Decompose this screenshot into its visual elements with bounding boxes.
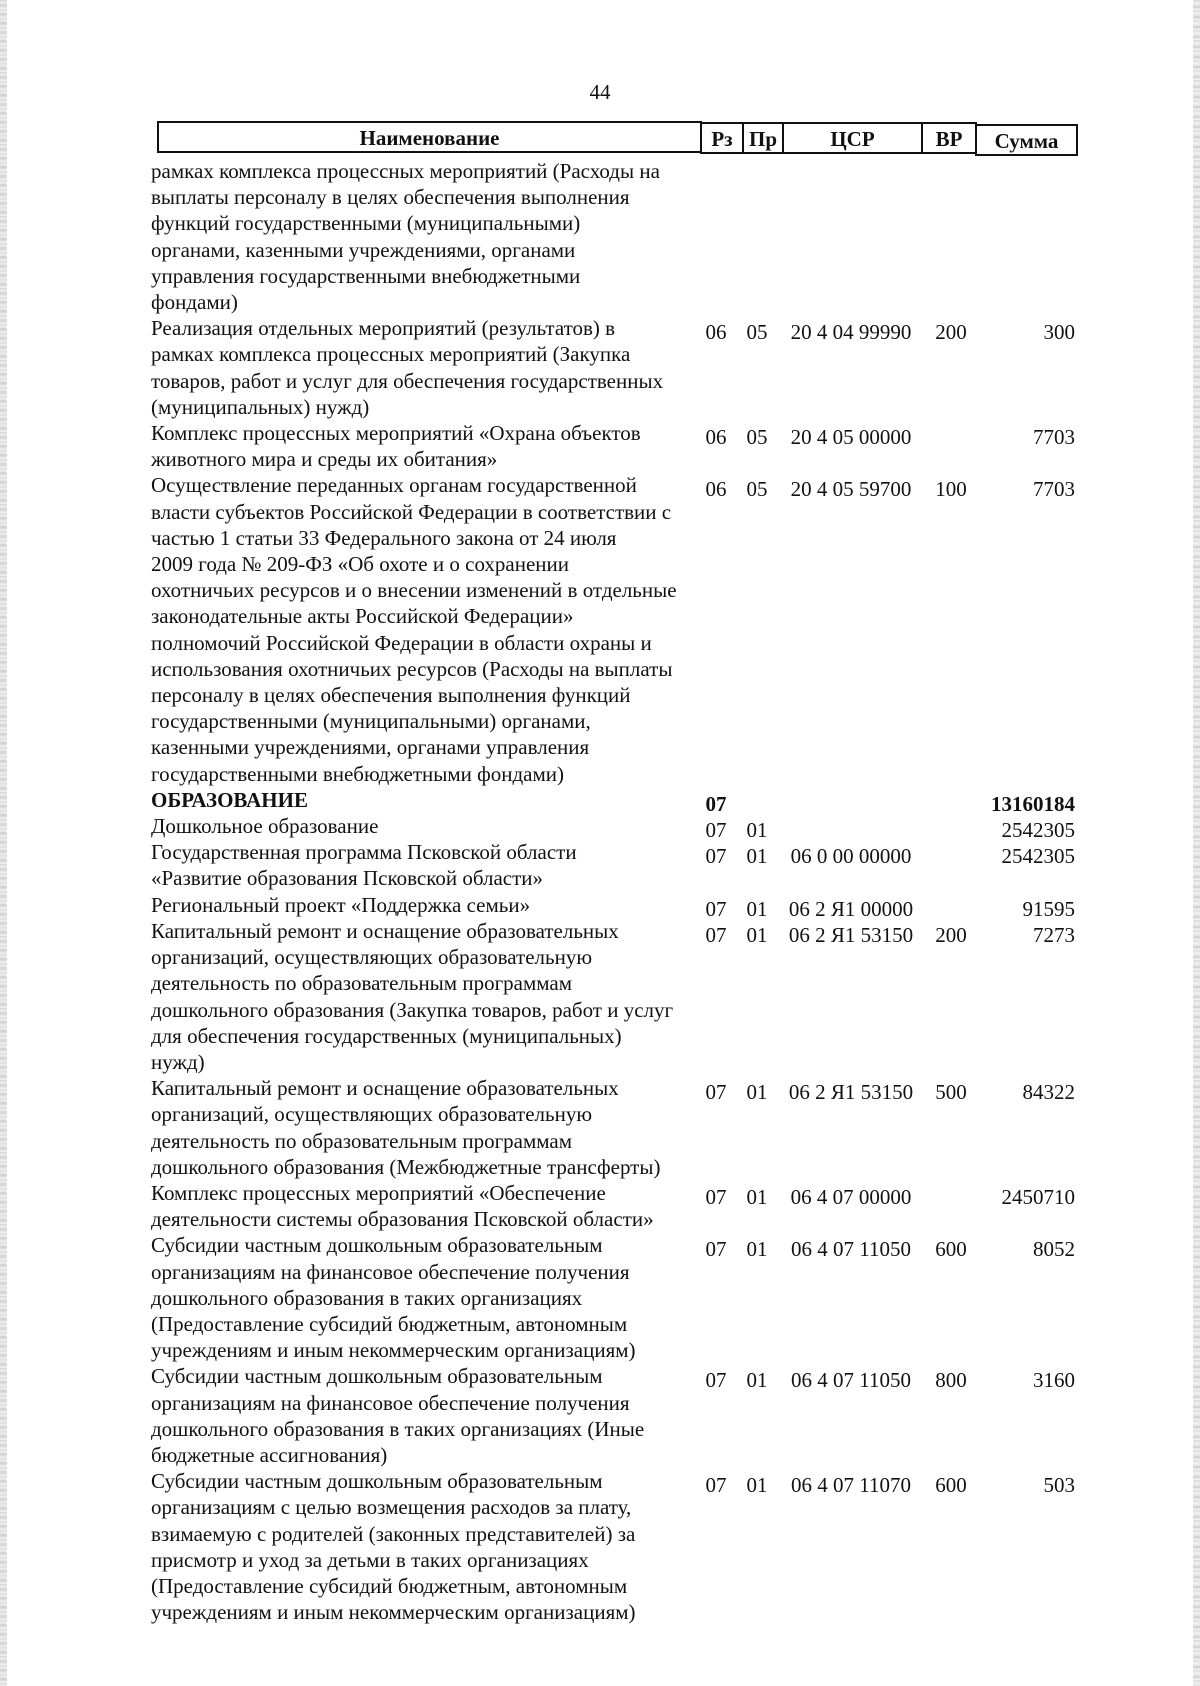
- row-vr: 200: [935, 922, 967, 947]
- row-vr: 600: [935, 1473, 967, 1498]
- row-sum: 2450710: [1001, 1184, 1075, 1209]
- row-rz: 07: [705, 1237, 727, 1262]
- row-csr: 06 2 Я1 53150: [788, 922, 914, 947]
- scan-edge-left: [0, 0, 7, 1686]
- row-rz: 07: [705, 1184, 727, 1209]
- table-row: [151, 420, 1125, 472]
- row-vr: 500: [935, 1080, 967, 1105]
- row-sum: 7703: [1033, 425, 1075, 450]
- table-row: [151, 839, 1125, 891]
- row-csr: 06 2 Я1 00000: [788, 896, 914, 921]
- header-csr: ЦСР: [782, 122, 923, 154]
- row-pr: 05: [746, 477, 768, 502]
- row-sum: 2542305: [1001, 844, 1075, 869]
- row-pr: 01: [746, 1184, 768, 1209]
- header-name: Наименование: [157, 121, 702, 153]
- row-csr: 06 0 00 00000: [790, 844, 912, 869]
- header-sum: Сумма: [975, 124, 1078, 156]
- row-name: Капитальный ремонт и оснащение образовательных организаций, осуществляющих образовательную деятельность по образовательным программам дошкольного образования (Закупка товаров, работ и услуг для обеспечения государственных (муниципальных) нужд): [151, 918, 674, 1074]
- row-rz: 07: [705, 896, 727, 921]
- row-csr: 20 4 05 59700: [790, 477, 912, 502]
- row-name: рамках комплекса процессных мероприятий (Расходы на выплаты персоналу в целях обеспечения выполнения функций государственными (муниципальными) органами, казенными учреждениями, органами управления государственными внебюджетными фондами): [151, 159, 660, 315]
- row-name: Дошкольное образование: [151, 814, 379, 839]
- row-sum: 7703: [1033, 477, 1075, 502]
- row-name: Комплекс процессных мероприятий «Охрана объектов животного мира и среды их обитания»: [151, 421, 641, 472]
- row-pr: 01: [746, 1368, 768, 1393]
- table-header: [151, 117, 1125, 158]
- row-csr: 06 4 07 00000: [790, 1184, 912, 1209]
- row-pr: 05: [746, 425, 768, 450]
- row-name: Региональный проект «Поддержка семьи»: [151, 892, 531, 917]
- row-pr: 01: [746, 1237, 768, 1262]
- row-pr: 01: [746, 844, 768, 869]
- row-rz: 06: [705, 425, 727, 450]
- table-row: [151, 1075, 1125, 1180]
- row-sum: 13160184: [991, 791, 1075, 816]
- row-name: Государственная программа Псковской области «Развитие образования Псковской области»: [151, 840, 577, 891]
- table-row: [151, 892, 1125, 921]
- row-pr: 05: [746, 320, 768, 345]
- row-csr: 06 2 Я1 53150: [788, 1080, 914, 1105]
- table-row: [151, 787, 1125, 816]
- row-rz: 07: [705, 922, 727, 947]
- page-number: 44: [589, 80, 611, 104]
- row-rz: 06: [705, 477, 727, 502]
- row-name: ОБРАЗОВАНИЕ: [151, 787, 308, 812]
- row-sum: 7273: [1033, 922, 1075, 947]
- row-sum: 2542305: [1001, 818, 1075, 843]
- row-rz: 07: [705, 844, 727, 869]
- row-pr: 01: [746, 1080, 768, 1105]
- row-rz: 07: [705, 791, 727, 816]
- row-pr: 01: [746, 1473, 768, 1498]
- row-rz: 07: [705, 818, 727, 843]
- row-rz: 07: [705, 1473, 727, 1498]
- table-body: [151, 158, 1125, 1625]
- table-row: [151, 472, 1125, 786]
- row-sum: 8052: [1033, 1237, 1075, 1262]
- row-name: Осуществление переданных органам государственной власти субъектов Российской Федерации в соответствии с частью 1 статьи 33 Федерального закона от 24 июля 2009 года № 209-ФЗ «Об охоте и о сохранении охотничьих ресурсов и о внесении изменений в отдельные законодательные акты Российской Федерации» полномочий Российской Федерации в области охраны и использования охотничьих ресурсов (Расходы на выплаты персоналу в целях обеспечения выполнения функций государственными (муниципальными) органами, казенными учреждениями, органами управления государственными внебюджетными фондами): [151, 473, 677, 786]
- row-sum: 300: [1043, 320, 1075, 345]
- table-row: [151, 1468, 1125, 1625]
- row-vr: 100: [935, 477, 967, 502]
- row-pr: 01: [746, 922, 768, 947]
- row-name: Субсидии частным дошкольным образовательным организациям на финансовое обеспечение получения дошкольного образования в таких организациях (Предоставление субсидий бюджетным, автономным учреждениям и иным некоммерческим организациям): [151, 1233, 636, 1363]
- row-sum: 503: [1043, 1473, 1075, 1498]
- row-csr: 06 4 07 11070: [791, 1473, 911, 1498]
- row-csr: 20 4 05 00000: [790, 425, 912, 450]
- row-rz: 07: [705, 1368, 727, 1393]
- row-vr: 600: [935, 1237, 967, 1262]
- row-vr: 800: [935, 1368, 967, 1393]
- table-row: [151, 1363, 1125, 1468]
- table-row: [151, 813, 1125, 843]
- row-name: Комплекс процессных мероприятий «Обеспечение деятельности системы образования Псковской области»: [151, 1180, 654, 1232]
- table-row: [151, 918, 1125, 1075]
- row-sum: 3160: [1033, 1368, 1075, 1393]
- table-row: [151, 158, 1125, 315]
- row-sum: 84322: [1022, 1080, 1075, 1105]
- row-csr: 06 4 07 11050: [791, 1368, 911, 1393]
- row-csr: 06 4 07 11050: [791, 1237, 911, 1262]
- row-name: Субсидии частным дошкольным образовательным организациям на финансовое обеспечение получения дошкольного образования в таких организациях (Иные бюджетные ассигнования): [151, 1364, 645, 1467]
- table-row: [151, 1180, 1125, 1232]
- table-row: [151, 1232, 1125, 1363]
- table-row: [151, 315, 1125, 420]
- row-rz: 06: [705, 320, 727, 345]
- row-pr: 01: [746, 896, 768, 921]
- row-sum: 91595: [1022, 896, 1075, 921]
- row-name: Реализация отдельных мероприятий (результатов) в рамках комплекса процессных мероприятий (Закупка товаров, работ и услуг для обеспечения государственных (муниципальных) нужд): [151, 316, 664, 419]
- row-pr: 01: [746, 818, 768, 843]
- header-rz: Рз: [700, 122, 744, 154]
- row-rz: 07: [705, 1080, 727, 1105]
- header-pr: Пр: [742, 122, 784, 154]
- header-vr: ВР: [921, 122, 977, 154]
- row-name: Капитальный ремонт и оснащение образовательных организаций, осуществляющих образовательную деятельность по образовательным программам дошкольного образования (Межбюджетные трансферты): [151, 1076, 661, 1179]
- row-vr: 200: [935, 320, 967, 345]
- row-csr: 20 4 04 99990: [790, 320, 912, 345]
- scan-edge-right: [1193, 0, 1200, 1686]
- budget-table: [151, 117, 1125, 1625]
- row-name: Субсидии частным дошкольным образовательным организациям с целью возмещения расходов за плату, взимаемую с родителей (законных представителей) за присмотр и уход за детьми в таких организациях (Предоставление субсидий бюджетным, автономным учреждениям и иным некоммерческим организациям): [151, 1469, 636, 1625]
